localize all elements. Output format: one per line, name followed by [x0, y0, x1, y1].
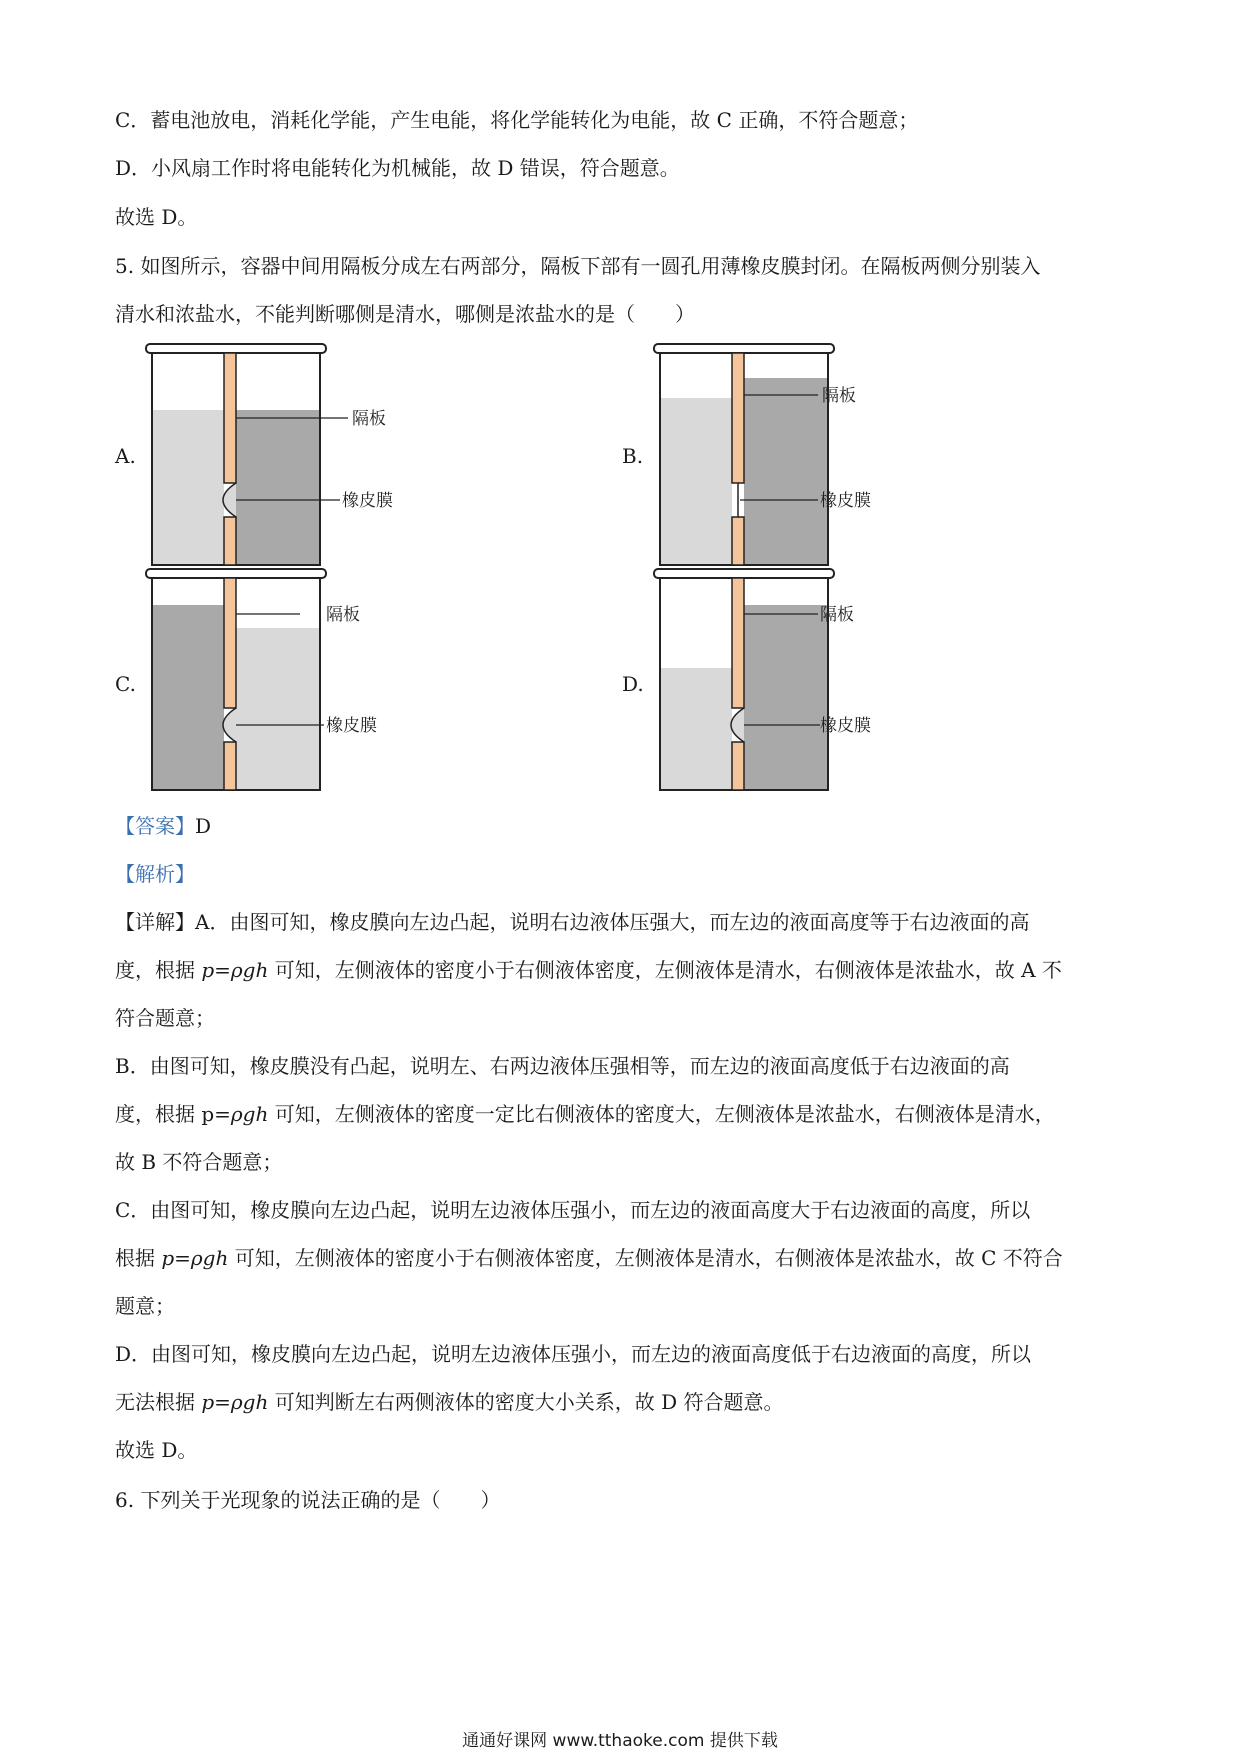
analysis-b-line-3: 故 B 不符合题意； [115, 1150, 283, 1174]
analysis-d-line-1: D．由图可知，橡皮膜向左边凸起，说明左边液体压强小，而左边的液面高度低于右边液面的高度，所以 [115, 1342, 1032, 1366]
membrane-label: 橡皮膜 [326, 716, 377, 736]
analysis-conclusion: 故选 D。 [115, 1438, 198, 1462]
option-a-letter: A. [115, 444, 136, 468]
text-segment: 度，根据 [115, 958, 202, 982]
analysis-a-line-2 [115, 956, 1062, 984]
partition-label: 隔板 [326, 605, 360, 625]
analysis-tag [115, 860, 195, 888]
analysis-a-line-3: 符合题意； [115, 1006, 215, 1030]
text-segment: 可知，左侧液体的密度小于右侧液体密度，左侧液体是清水，右侧液体是浓盐水，故 C 不符合 [228, 1246, 1063, 1270]
text-segment: 度，根据 p= [115, 1102, 231, 1126]
text-segment: 可知，左侧液体的密度小于右侧液体密度，左侧液体是清水，右侧液体是浓盐水，故 A 不 [268, 958, 1062, 982]
analysis-c-line-2 [115, 1244, 1063, 1272]
analysis-tag-text: 【解析】 [115, 862, 195, 886]
analysis-b-line-1: B．由图可知，橡皮膜没有凸起，说明左、右两边液体压强相等，而左边的液面高度低于右边液面的高 [115, 1054, 1010, 1078]
analysis-a-line-1: 【详解】A．由图可知，橡皮膜向左边凸起，说明右边液体压强大，而左边的液面高度等于右边液面的高 [115, 910, 1030, 934]
analysis-c-line-1: C．由图可知，橡皮膜向左边凸起，说明左边液体压强小，而左边的液面高度大于右边液面的高度，所以 [115, 1198, 1031, 1222]
option-c-letter: C. [115, 672, 136, 696]
footer-watermark: 通通好课网 www.tthaoke.com 提供下载 [462, 1731, 778, 1751]
formula: ρgh [230, 1102, 269, 1126]
text-line: 故选 D。 [115, 205, 198, 229]
answer-value: D [195, 814, 212, 838]
figure-c [140, 565, 420, 800]
formula: p=ρgh [161, 1246, 229, 1270]
analysis-b-line-2 [115, 1100, 1055, 1128]
figure-d [648, 565, 928, 800]
figure-b [648, 340, 928, 575]
question-5-line-1: 5. 如图所示，容器中间用隔板分成左右两部分，隔板下部有一圆孔用薄橡皮膜封闭。在隔板两侧分别装入 [115, 254, 1041, 278]
formula: p=ρgh [201, 1390, 269, 1414]
membrane-label: 橡皮膜 [820, 491, 871, 511]
question-6-line: 6. 下列关于光现象的说法正确的是（ ） [115, 1488, 501, 1512]
option-b-letter: B. [622, 444, 644, 468]
answer-line [115, 812, 211, 840]
partition-label: 隔板 [822, 386, 856, 406]
formula: p=ρgh [201, 958, 269, 982]
answer-tag: 【答案】 [115, 814, 195, 838]
text-segment: 无法根据 [115, 1390, 202, 1414]
text-line: D．小风扇工作时将电能转化为机械能，故 D 错误，符合题意。 [115, 156, 680, 180]
text-line: C．蓄电池放电，消耗化学能，产生电能，将化学能转化为电能，故 C 正确，不符合题意； [115, 108, 919, 132]
figure-a [140, 340, 420, 575]
analysis-c-line-3: 题意； [115, 1294, 175, 1318]
text-segment: 可知判断左右两侧液体的密度大小关系，故 D 符合题意。 [268, 1390, 784, 1414]
membrane-label: 橡皮膜 [820, 716, 871, 736]
membrane-label: 橡皮膜 [342, 491, 393, 511]
partition-label: 隔板 [352, 409, 386, 429]
text-segment: 可知，左侧液体的密度一定比右侧液体的密度大，左侧液体是浓盐水，右侧液体是清水， [268, 1102, 1055, 1126]
text-segment: 根据 [115, 1246, 162, 1270]
analysis-d-line-2 [115, 1388, 783, 1416]
partition-label: 隔板 [820, 605, 854, 625]
option-d-letter: D. [622, 672, 644, 696]
question-5-line-2: 清水和浓盐水，不能判断哪侧是清水，哪侧是浓盐水的是（ ） [115, 302, 695, 326]
